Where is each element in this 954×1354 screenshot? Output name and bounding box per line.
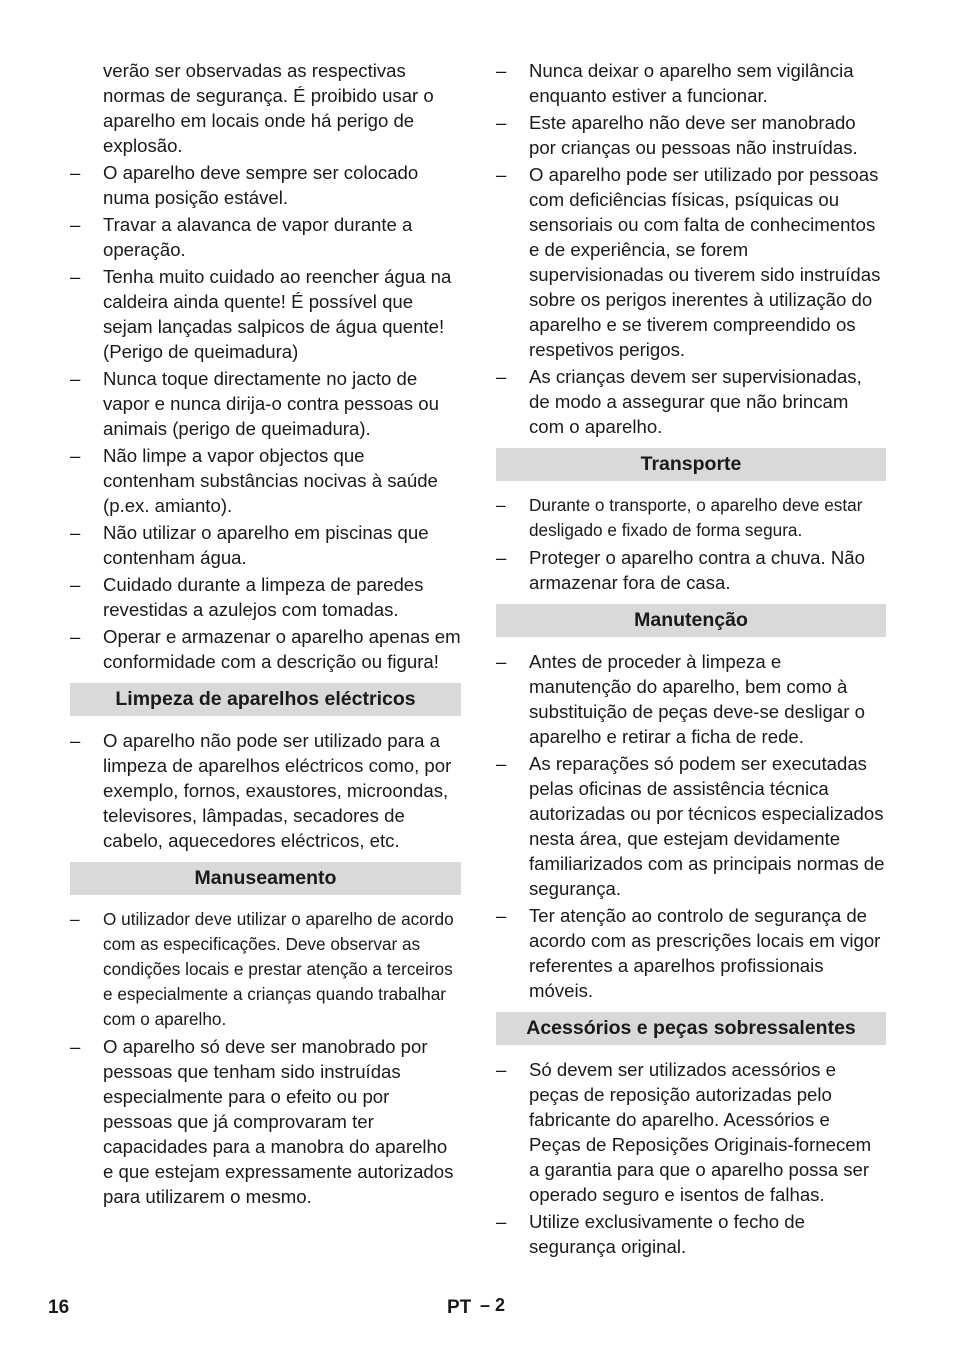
list-item-text: Cuidado durante a limpeza de paredes revestidas a azulejos com tomadas. — [103, 574, 424, 620]
list-item-text: Utilize exclusivamente o fecho de segurança original. — [529, 1211, 805, 1257]
page-number: 16 — [48, 1297, 70, 1318]
list-item-text: O aparelho pode ser utilizado por pessoas com deficiências físicas, psíquicas ou sensoriais ou com falta de conhecimentos e de experiência, se forem supervisionadas ou tiverem sido instruídas sobre os perigos inerentes à utilização do aparelho e se tiverem compreendido os respetivos perigos. — [529, 164, 881, 360]
bullet-dash: – — [70, 574, 81, 595]
sub-page-number: – 2 — [480, 1295, 506, 1315]
section-heading-accessories: Acessórios e peças sobressalentes — [496, 1012, 886, 1045]
list-item — [70, 907, 461, 1032]
list-item — [496, 1209, 886, 1259]
list-item — [70, 1034, 461, 1209]
bullet-dash: – — [70, 909, 80, 929]
bullet-dash: – — [70, 368, 81, 389]
bullet-dash: – — [70, 626, 81, 647]
bullet-dash: – — [496, 651, 507, 672]
list-item-text: Antes de proceder à limpeza e manutenção do aparelho, bem como à substituição de peças deve-se desligar o aparelho e retirar a ficha de rede. — [529, 651, 865, 747]
list-item — [70, 728, 461, 853]
list-item-text: O aparelho não pode ser utilizado para a limpeza de aparelhos eléctricos como, por exemplo, fornos, exaustores, microondas, televisores, lâmpadas, secadores de cabelo, aquecedores eléctricos, etc. — [103, 730, 452, 851]
bullet-dash: – — [496, 366, 507, 387]
list-item-text: Não limpe a vapor objectos que contenham substâncias nocivas à saúde (p.ex. amianto). — [103, 445, 438, 516]
list-item-text: Proteger o aparelho contra a chuva. Não armazenar fora de casa. — [529, 547, 865, 593]
list-item-text: Tenha muito cuidado ao reencher água na caldeira ainda quente! É possível que sejam lançadas salpicos de água quente! (Perigo de queimadura) — [103, 266, 452, 362]
list-item-text: Travar a alavanca de vapor durante a operação. — [103, 214, 413, 260]
list-item — [496, 545, 886, 595]
list-item — [70, 572, 461, 622]
bullet-dash: – — [496, 1059, 507, 1080]
list-item — [70, 520, 461, 570]
list-item — [70, 443, 461, 518]
list-item — [70, 264, 461, 364]
right-column — [496, 58, 886, 1261]
list-item-text: Operar e armazenar o aparelho apenas em conformidade com a descrição ou figura! — [103, 626, 461, 672]
language-code: PT — [447, 1297, 472, 1318]
section-heading-electrical: Limpeza de aparelhos eléctricos — [70, 683, 461, 716]
list-item-text: Ter atenção ao controlo de segurança de acordo com as prescrições locais em vigor referentes a aparelhos profissionais móveis. — [529, 905, 881, 1001]
bullet-dash: – — [496, 547, 507, 568]
list-item — [496, 493, 886, 543]
bullet-dash: – — [70, 522, 81, 543]
list-item — [496, 649, 886, 749]
list-item-text: Durante o transporte, o aparelho deve estar desligado e fixado de forma segura. — [529, 495, 863, 540]
list-item — [496, 364, 886, 439]
bullet-dash: – — [70, 214, 81, 235]
bullet-dash: – — [496, 1211, 507, 1232]
list-item-text: As reparações só podem ser executadas pelas oficinas de assistência técnica autorizadas ou por técnicos especializados nesta área, que estejam devidamente familiarizados com as principais normas de segurança. — [529, 753, 885, 899]
list-item-text: As crianças devem ser supervisionadas, de modo a assegurar que não brincam com o aparelho. — [529, 366, 862, 437]
list-item-text: Este aparelho não deve ser manobrado por crianças ou pessoas não instruídas. — [529, 112, 858, 158]
section-heading-transport: Transporte — [496, 448, 886, 481]
list-item — [496, 58, 886, 108]
section-heading-handling: Manuseamento — [70, 862, 461, 895]
section-heading-maintenance: Manutenção — [496, 604, 886, 637]
list-item-text: O aparelho deve sempre ser colocado numa posição estável. — [103, 162, 419, 208]
bullet-dash: – — [70, 266, 81, 287]
bullet-dash: – — [496, 112, 507, 133]
list-item — [70, 624, 461, 674]
list-item — [70, 160, 461, 210]
bullet-dash: – — [70, 1036, 81, 1057]
bullet-dash: – — [496, 495, 506, 515]
bullet-dash: – — [496, 905, 507, 926]
list-item — [496, 162, 886, 362]
bullet-dash: – — [70, 730, 81, 751]
list-item — [496, 751, 886, 901]
bullet-dash: – — [496, 753, 507, 774]
list-item-text: Nunca toque directamente no jacto de vapor e nunca dirija-o contra pessoas ou animais (perigo de queimadura). — [103, 368, 439, 439]
list-item-text: O aparelho só deve ser manobrado por pessoas que tenham sido instruídas especialmente para o efeito ou por pessoas que já comprovaram ter capacidades para a manobra do aparelho e que estejam expressamente autorizados para utilizarem o mesmo. — [103, 1036, 454, 1207]
list-item — [496, 903, 886, 1003]
list-item-text: Não utilizar o aparelho em piscinas que contenham água. — [103, 522, 429, 568]
list-item — [70, 366, 461, 441]
bullet-dash: – — [70, 445, 81, 466]
list-item-text: O utilizador deve utilizar o aparelho de acordo com as especificações. Deve observar as condições locais e prestar atenção a terceiros e especialmente a crianças quando trabalhar com o aparelho. — [103, 909, 454, 1029]
bullet-dash: – — [496, 60, 507, 81]
bullet-dash: – — [70, 162, 81, 183]
list-item — [70, 212, 461, 262]
intro-continuation: verão ser observadas as respectivas normas de segurança. É proibido usar o aparelho em locais onde há perigo de explosão. — [103, 60, 434, 156]
list-item — [496, 110, 886, 160]
left-column — [70, 58, 461, 1211]
list-item-text: Nunca deixar o aparelho sem vigilância enquanto estiver a funcionar. — [529, 60, 854, 106]
bullet-dash: – — [496, 164, 507, 185]
list-item-text: Só devem ser utilizados acessórios e peças de reposição autorizadas pelo fabricante do aparelho. Acessórios e Peças de Reposições Originais-fornecem a garantia para que o aparelho possa ser operado seguro e isentos de falhas. — [529, 1059, 872, 1205]
list-item — [496, 1057, 886, 1207]
